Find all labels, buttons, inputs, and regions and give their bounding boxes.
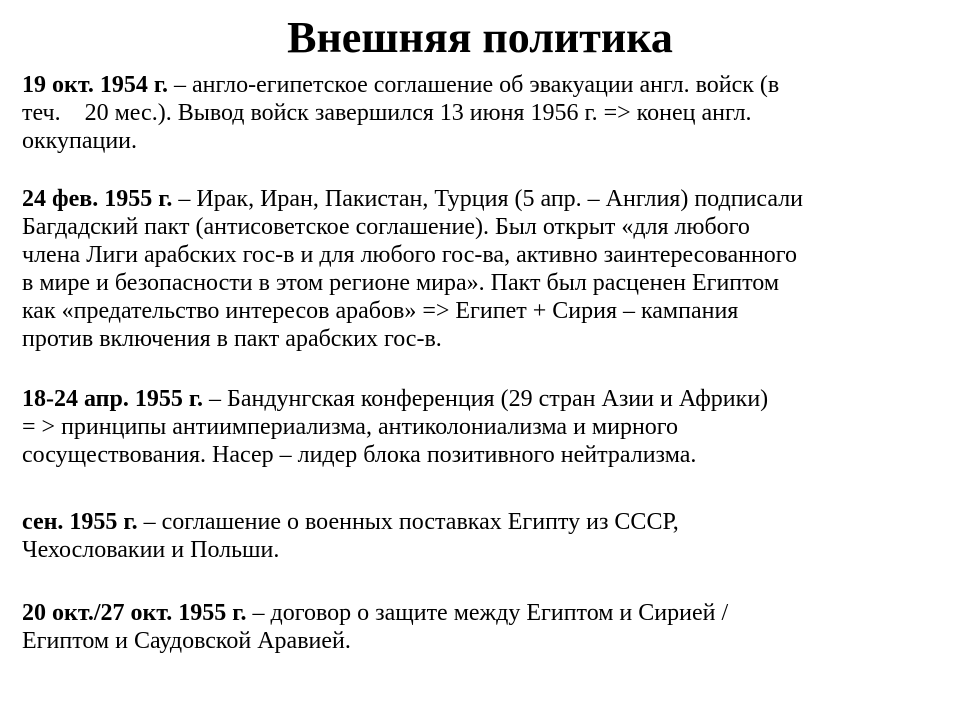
entry-date: 18-24 апр. 1955 г. xyxy=(22,386,204,412)
entry-text: – Бандунгская конференция (29 стран Азии и Африки) xyxy=(203,386,769,412)
slide-title: Внешняя политика xyxy=(287,13,673,62)
entry-text: оккупации. xyxy=(22,128,138,154)
entry-first-line xyxy=(22,185,942,213)
entry-date: 19 окт. 1954 г. xyxy=(22,72,169,98)
entry-text: теч. 20 мес.). Вывод войск завершился 13 июня 1956 г. => конец англ. xyxy=(22,100,752,126)
event-entry-1954-oct xyxy=(22,71,942,155)
entry-date: 24 фев. 1955 г. xyxy=(22,186,173,212)
entry-text: – договор о защите между Египтом и Сирией / xyxy=(246,600,729,626)
entry-first-line xyxy=(22,385,942,413)
entry-text: как «предательство интересов арабов» => Египет + Сирия – кампания xyxy=(22,298,739,324)
entry-date: сен. 1955 г. xyxy=(22,509,138,535)
entry-text: = > принципы антиимпериализма, антиколониализма и мирного xyxy=(22,414,679,440)
event-entry-1955-sep xyxy=(22,508,942,564)
entry-text: – англо-египетское соглашение об эвакуации англ. войск (в xyxy=(168,72,780,98)
entry-date: 20 окт./27 окт. 1955 г. xyxy=(22,600,247,626)
entry-text: против включения в пакт арабских гос-в. xyxy=(22,326,442,352)
event-entry-1955-feb xyxy=(22,185,942,353)
entry-text: Багдадский пакт (антисоветское соглашение). Был открыт «для любого xyxy=(22,214,750,240)
entry-first-line xyxy=(22,599,942,627)
entry-text: Чехословакии и Польши. xyxy=(22,537,280,563)
entry-text: – Ирак, Иран, Пакистан, Турция (5 апр. – Англия) подписали xyxy=(172,186,804,212)
entry-first-line xyxy=(22,508,942,536)
entry-text: члена Лиги арабских гос-в и для любого гос-ва, активно заинтересованного xyxy=(22,242,798,268)
entry-text: сосуществования. Насер – лидер блока позитивного нейтрализма. xyxy=(22,442,697,468)
entry-text: Египтом и Саудовской Аравией. xyxy=(22,628,351,654)
event-entry-1955-apr xyxy=(22,385,942,469)
event-entry-1955-oct xyxy=(22,599,942,655)
entry-first-line xyxy=(22,71,942,99)
entry-text: – соглашение о военных поставках Египту из СССР, xyxy=(137,509,679,535)
entry-text: в мире и безопасности в этом регионе мира». Пакт был расценен Египтом xyxy=(22,270,780,296)
